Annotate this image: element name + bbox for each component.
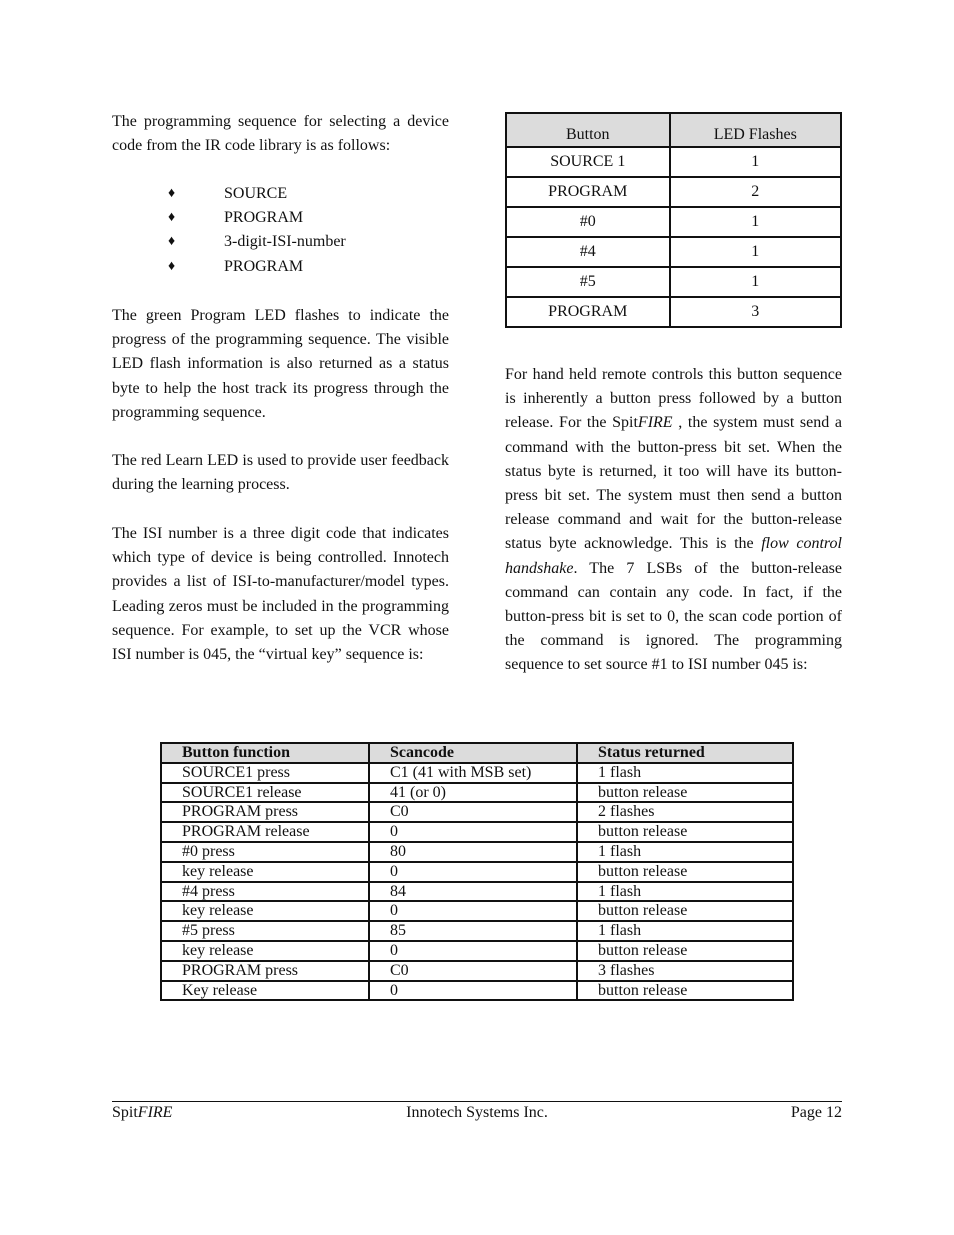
table-row: PROGRAM 3 <box>506 297 841 327</box>
footer-divider <box>112 1101 842 1102</box>
isi-paragraph: The ISI number is a three digit code that indicates which type of device is being controlled. Innotech provides a list of ISI-to-manufacturer/model types. Leading zeros must be included in the programming sequence. For example, to set up the VCR whose ISI number is 045, the “virtual key” sequence is: <box>112 525 449 664</box>
table-row: key release 0 button release <box>161 862 793 882</box>
programming-sequence-table <box>160 742 794 1001</box>
red-led-paragraph: The red Learn LED is used to provide user feedback during the learning process. <box>112 452 449 494</box>
green-led-paragraph: The green Program LED flashes to indicate the progress of the programming sequence. The visible LED flash information is also returned as a status byte to help the host track its progress through the programming sequence. <box>112 307 449 421</box>
list-item: ♦ PROGRAM <box>112 206 449 230</box>
table-row: #0 press 80 1 flash <box>161 842 793 862</box>
column-header: Button function <box>161 743 369 763</box>
list-item: ♦ SOURCE <box>112 182 449 206</box>
table-row: PROGRAM press C0 3 flashes <box>161 961 793 981</box>
table-row: #4 press 84 1 flash <box>161 882 793 902</box>
table-row: SOURCE1 release 41 (or 0) button release <box>161 783 793 803</box>
footer-page-number: Page 12 <box>790 1104 842 1121</box>
footer-product: SpitFIRE <box>112 1104 173 1121</box>
led-flashes-table <box>505 112 842 328</box>
diamond-bullet-icon: ♦ <box>168 210 176 226</box>
intro-paragraph: The programming sequence for selecting a device code from the IR code library is as follows: <box>112 113 449 155</box>
column-header: Scancode <box>369 743 577 763</box>
table-header-row <box>506 113 841 147</box>
column-header: Status returned <box>577 743 793 763</box>
table-row: #5 1 <box>506 267 841 297</box>
table-row: #0 1 <box>506 207 841 237</box>
table-row: PROGRAM release 0 button release <box>161 822 793 842</box>
list-item: ♦ 3-digit-ISI-number <box>112 230 449 254</box>
list-item: ♦ PROGRAM <box>112 255 449 279</box>
table-row: PROGRAM press C0 2 flashes <box>161 802 793 822</box>
table-row: #5 press 85 1 flash <box>161 921 793 941</box>
table-row: PROGRAM 2 <box>506 177 841 207</box>
table-row: key release 0 button release <box>161 901 793 921</box>
table-row: #4 1 <box>506 237 841 267</box>
footer-company: Innotech Systems Inc. <box>406 1104 548 1121</box>
handshake-paragraph: For hand held remote controls this button sequence is inherently a button press followed by a button release. For the SpitFIRE , the system must send a command with the button-press bit set. When the status byte is returned, it too will have its button-press bit set. The system must then send a button release command and wait for the button-release status byte acknowledge. This is the flow control handshake. The 7 LSBs of the button-release command can contain any code. In fact, if the button-press bit is set to 0, the scan code portion of the command is ignored. The programming sequence to set source #1 to ISI number 045 is: <box>505 366 843 674</box>
column-header: Button <box>506 113 670 147</box>
table-header-row <box>161 743 793 763</box>
table-row: key release 0 button release <box>161 941 793 961</box>
table-row: SOURCE1 press C1 (41 with MSB set) 1 flash <box>161 763 793 783</box>
diamond-bullet-icon: ♦ <box>168 258 176 274</box>
diamond-bullet-icon: ♦ <box>168 234 176 250</box>
table-row: SOURCE 1 1 <box>506 147 841 177</box>
programming-steps-list <box>112 182 449 279</box>
table-row: Key release 0 button release <box>161 981 793 1001</box>
diamond-bullet-icon: ♦ <box>168 186 176 201</box>
column-header: LED Flashes <box>670 113 842 147</box>
